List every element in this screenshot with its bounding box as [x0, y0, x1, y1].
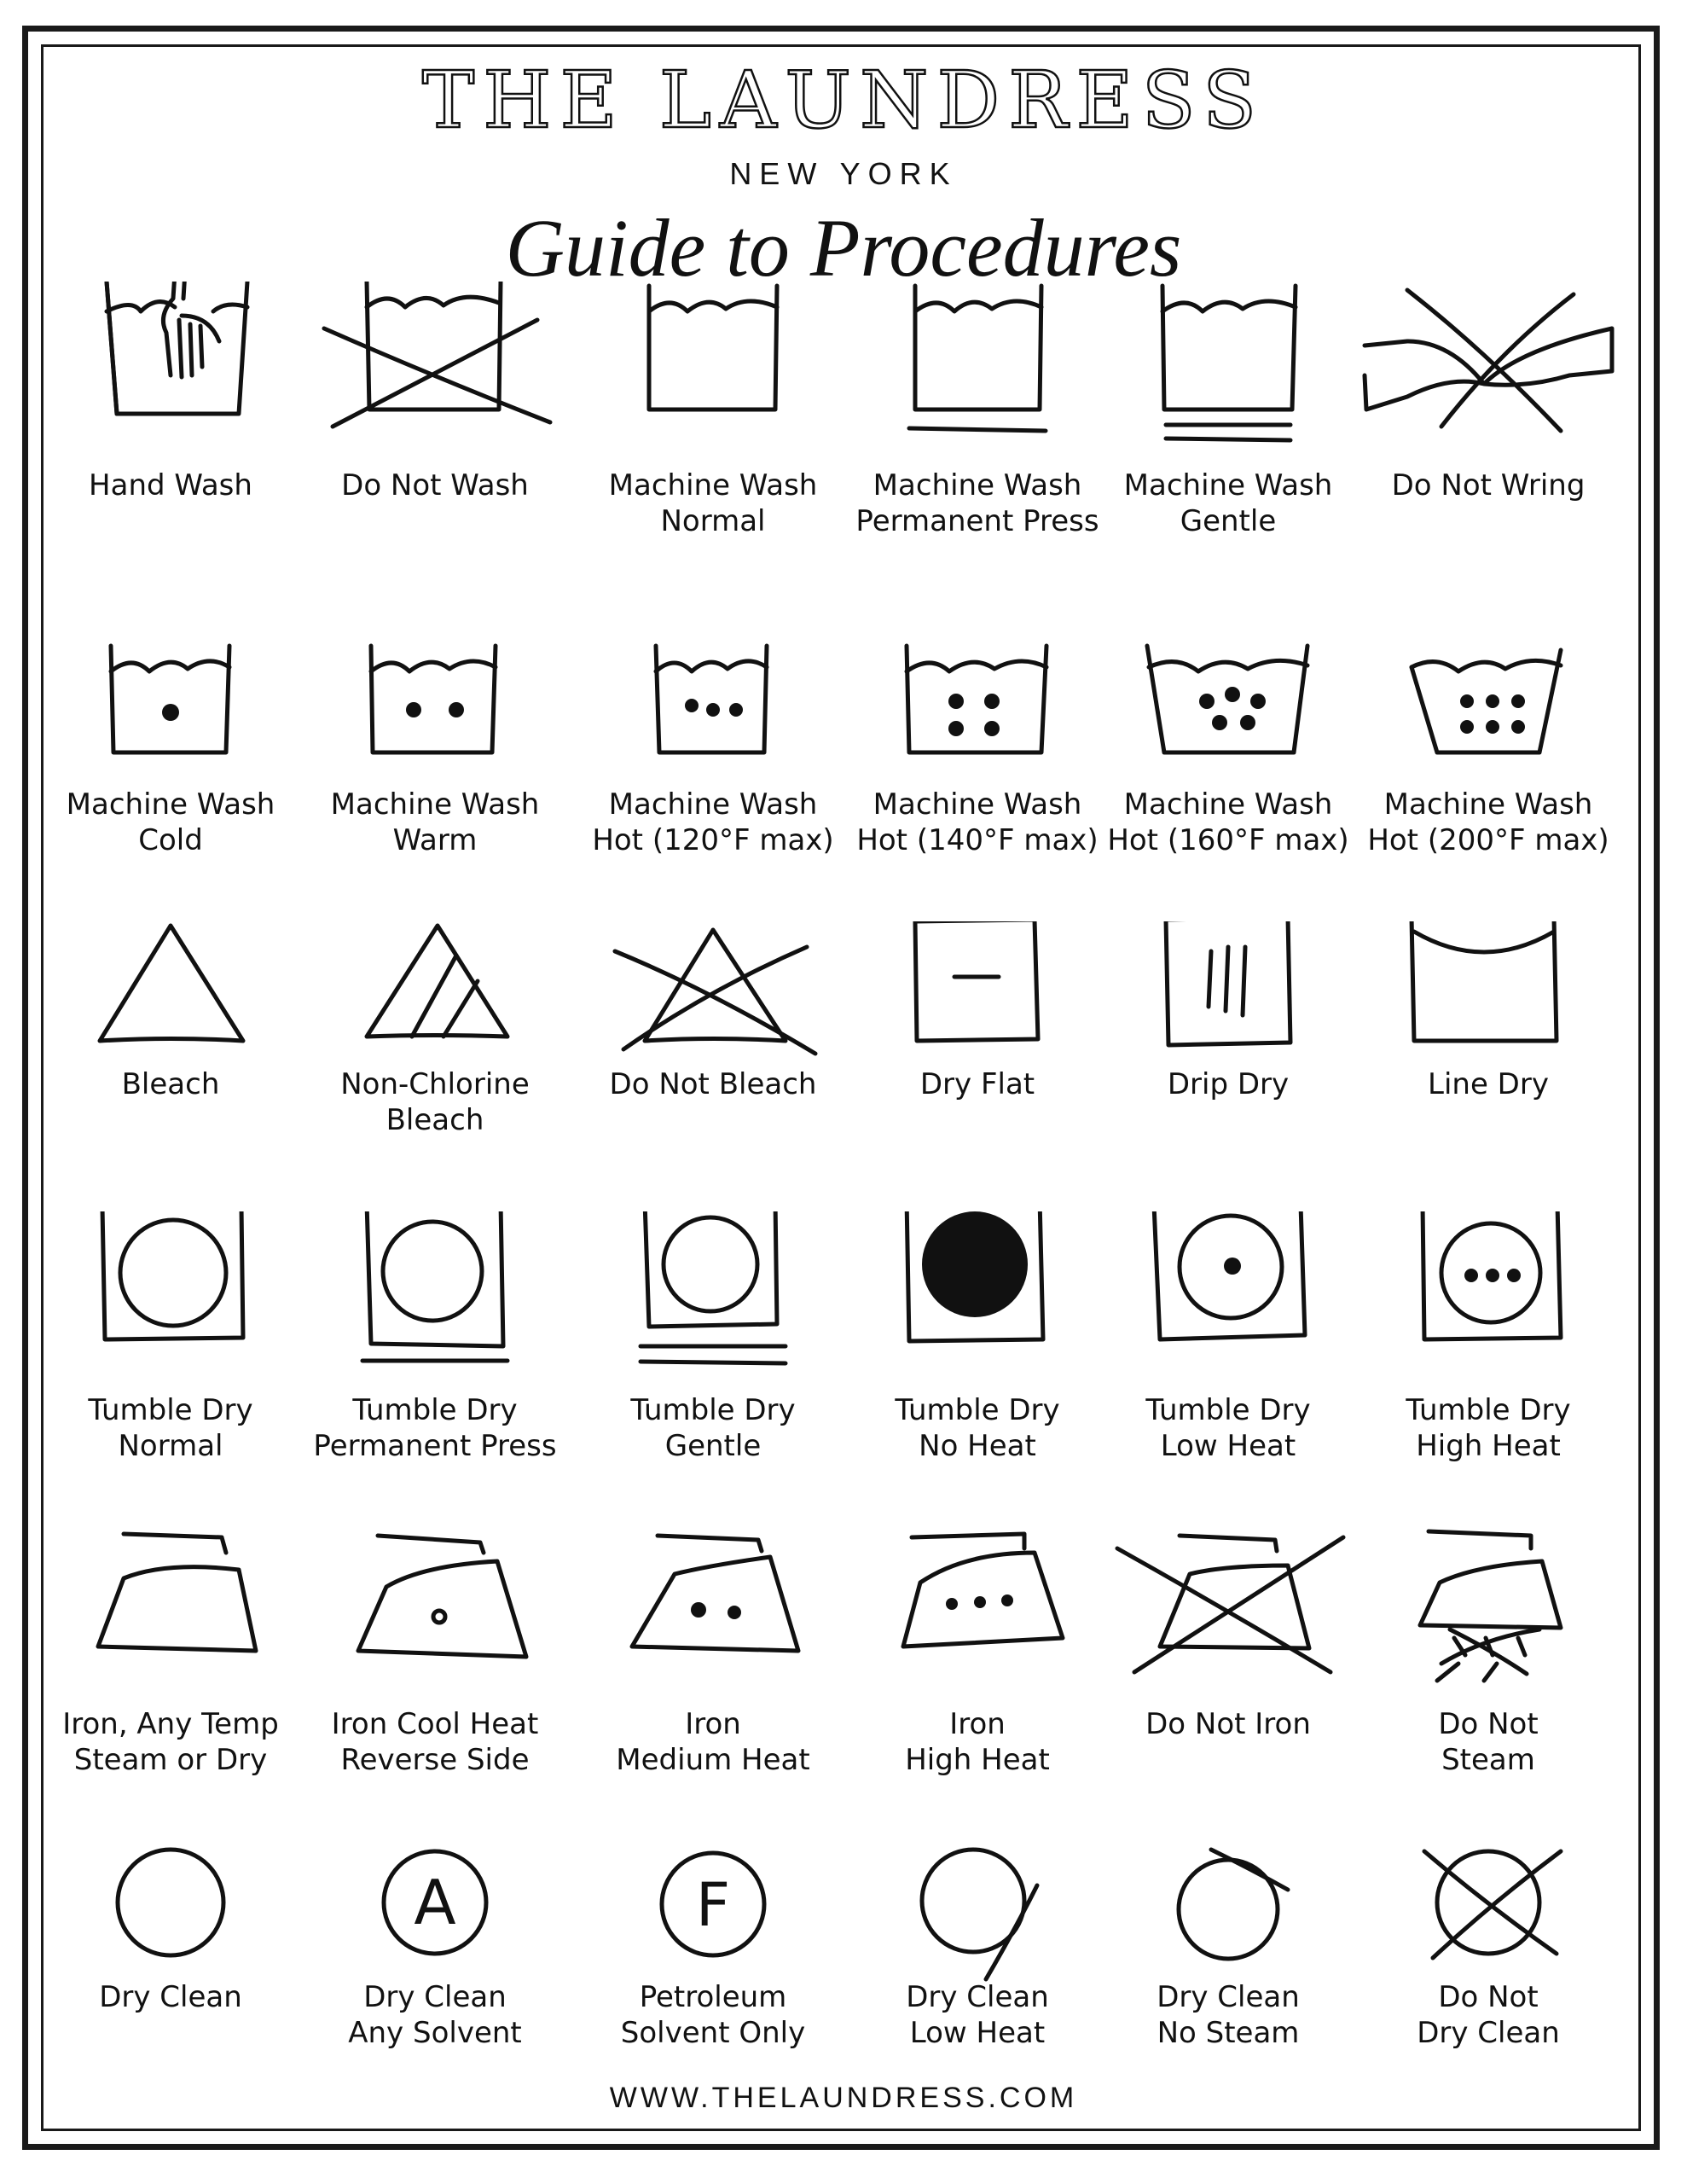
symbol-label: Petroleum Solvent Only — [620, 1980, 806, 2050]
brand-logo: THE LAUNDRESS — [421, 55, 1266, 146]
symbol-label: Dry Clean — [99, 1980, 242, 2014]
symbol-label: Do Not Wring — [1391, 468, 1586, 502]
symbol-label: Dry Clean Low Heat — [906, 1980, 1049, 2050]
symbol-label: Machine Wash Warm — [330, 787, 540, 857]
brand-city: NEW YORK — [729, 156, 958, 191]
symbol-label: Machine Wash Gentle — [1123, 468, 1333, 538]
hand-wash-icon — [38, 282, 303, 452]
symbol-label: Drip Dry — [1167, 1067, 1290, 1101]
iron-high-heat-icon — [845, 1527, 1110, 1698]
do-not-wring-icon — [1356, 282, 1620, 452]
symbol-label: Machine Wash Hot (120°F max) — [592, 787, 834, 857]
symbol-label: Line Dry — [1428, 1067, 1549, 1101]
solvent-letter: F — [695, 1870, 731, 1940]
tumble-dry-no-heat-icon — [845, 1211, 1110, 1382]
symbol-label: Machine Wash Hot (160°F max) — [1107, 787, 1349, 857]
do-not-iron-icon — [1096, 1527, 1360, 1698]
tumble-dry-normal-icon — [38, 1211, 303, 1382]
symbol-label: Iron High Heat — [905, 1707, 1050, 1777]
tumble-dry-high-heat-icon — [1356, 1211, 1620, 1382]
website-url: WWW.THELAUNDRESS.COM — [609, 2082, 1078, 2114]
tumble-dry-gentle-icon — [581, 1211, 845, 1382]
symbol-label: Do Not Bleach — [609, 1067, 817, 1101]
symbol-label: Iron Medium Heat — [616, 1707, 810, 1777]
symbol-label: Non-Chlorine Bleach — [340, 1067, 530, 1137]
symbol-label: Tumble Dry High Heat — [1406, 1393, 1571, 1463]
symbol-label: Hand Wash — [89, 468, 252, 502]
symbol-label: Tumble Dry Normal — [88, 1393, 253, 1463]
iron-any-temp-icon — [38, 1527, 303, 1698]
symbol-label: Machine Wash Permanent Press — [855, 468, 1099, 538]
symbol-label: Tumble Dry No Heat — [895, 1393, 1060, 1463]
symbol-label: Machine Wash Normal — [608, 468, 818, 538]
symbol-label: Iron, Any Temp Steam or Dry — [62, 1707, 279, 1777]
symbol-label: Do Not Dry Clean — [1417, 1980, 1560, 2050]
symbol-label: Dry Clean Any Solvent — [348, 1980, 522, 2050]
machine-wash-permanent-press-icon — [845, 282, 1110, 452]
symbol-label: Do Not Iron — [1145, 1707, 1311, 1741]
symbol-label: Machine Wash Hot (200°F max) — [1367, 787, 1609, 857]
symbol-label: Dry Clean No Steam — [1157, 1980, 1300, 2050]
tumble-dry-low-heat-icon — [1096, 1211, 1360, 1382]
symbol-label: Tumble Dry Low Heat — [1145, 1393, 1311, 1463]
iron-medium-heat-icon — [581, 1527, 845, 1698]
symbol-label: Iron Cool Heat Reverse Side — [331, 1707, 539, 1777]
symbol-label: Do Not Wash — [341, 468, 529, 502]
symbol-label: Tumble Dry Gentle — [630, 1393, 796, 1463]
tumble-dry-permanent-press-icon — [303, 1211, 567, 1382]
symbol-label: Machine Wash Hot (140°F max) — [856, 787, 1099, 857]
do-not-steam-icon — [1356, 1527, 1620, 1698]
symbol-label: Machine Wash Cold — [66, 787, 275, 857]
machine-wash-gentle-icon — [1096, 282, 1360, 452]
symbol-label: Do Not Steam — [1438, 1707, 1539, 1777]
symbol-label: Bleach — [121, 1067, 220, 1101]
symbol-label: Dry Flat — [919, 1067, 1035, 1101]
symbol-label: Tumble Dry Permanent Press — [313, 1393, 557, 1463]
page-title: Guide to Procedures — [505, 202, 1182, 293]
machine-wash-normal-icon — [581, 282, 845, 452]
solvent-letter: A — [414, 1867, 456, 1938]
iron-cool-heat-icon — [303, 1527, 567, 1698]
do-not-wash-icon — [303, 282, 567, 452]
